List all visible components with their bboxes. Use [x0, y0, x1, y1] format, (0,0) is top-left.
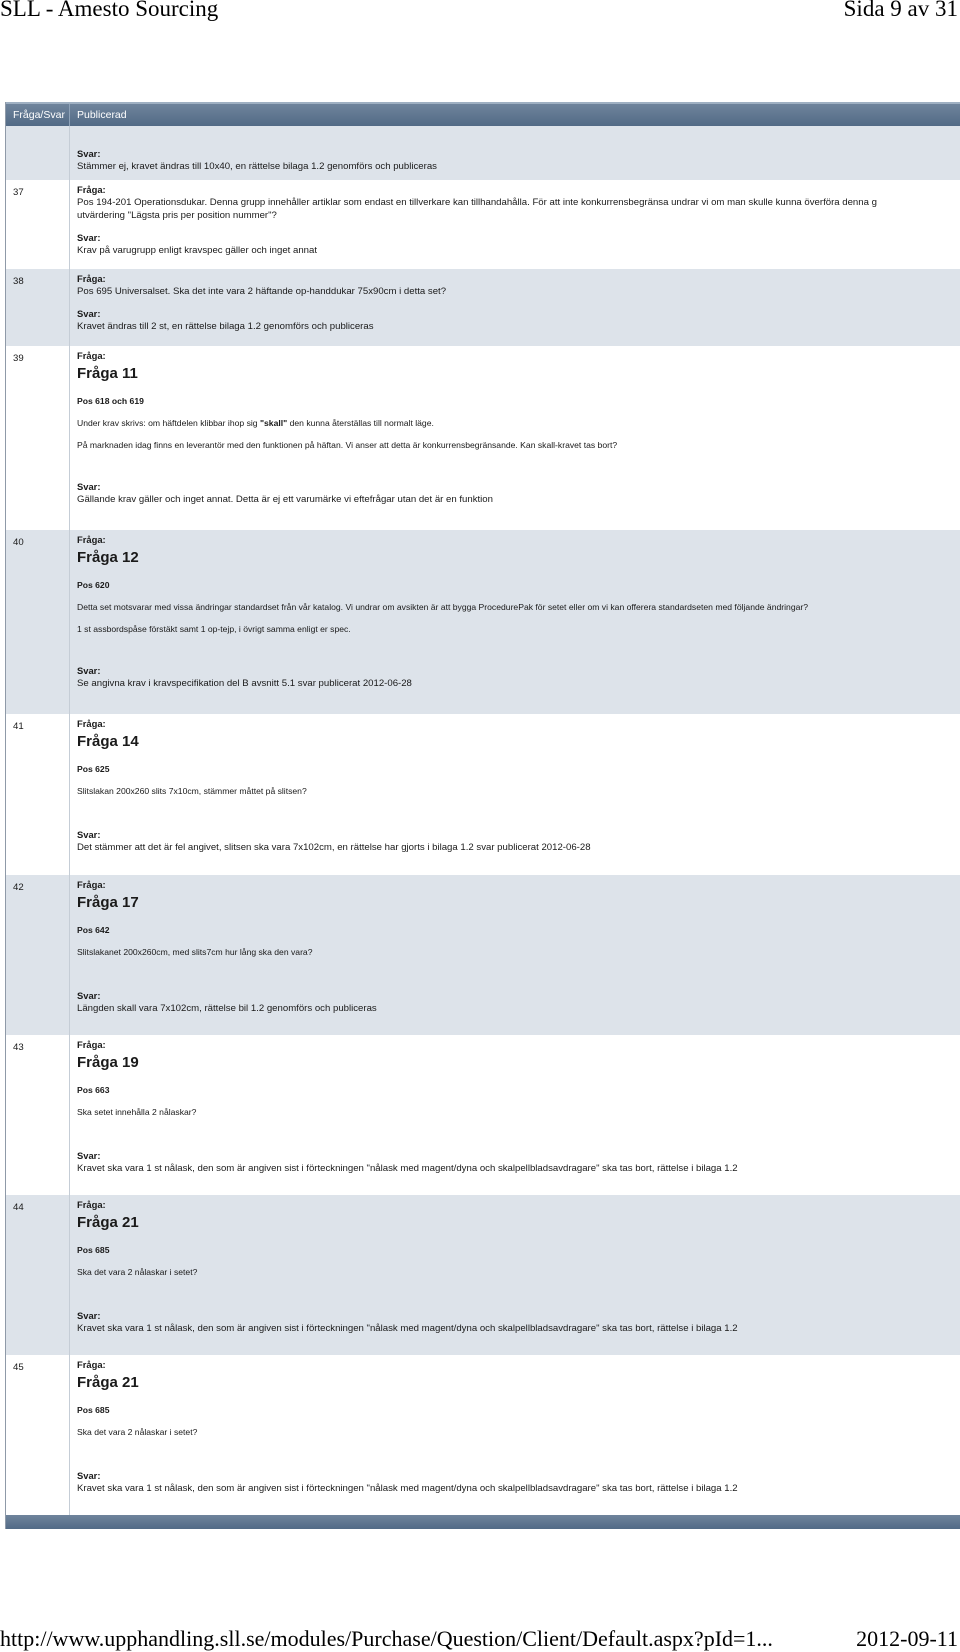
answer-text: Det stämmer att det är fel angivet, slitsen ska vara 7x102cm, en rättelse har gjorts i bilaga 1.2 svar publicerat 2012-06-28 [77, 842, 591, 853]
table-row [6, 1355, 960, 1515]
answer-text: Gällande krav gäller och inget annat. Detta är ej ett varumärke vi eftefrågar utan det är en funktion [77, 494, 493, 505]
print-url: http://www.upphandling.sll.se/modules/Purchase/Question/Client/Default.aspx?pId=1... [0, 1626, 773, 1651]
qa-grid [5, 102, 960, 1529]
question-heading: Fråga 19 [77, 1054, 139, 1071]
question-position: Pos 685 [77, 1405, 110, 1415]
question-text: Under krav skrivs: om häftdelen klibbar ihop sig "skall" den kunna återställas till normalt läge. [77, 418, 434, 428]
question-text: Ska setet innehålla 2 nålaskar? [77, 1107, 197, 1117]
table-row [6, 714, 960, 875]
answer-text: Kravet ska vara 1 st nålask, den som är angiven sist i förteckningen "nålask med magent/dyna och skalpellbladsavdragare" ska tas bort, rättelse i bilaga 1.2 [77, 1483, 738, 1494]
question-heading: Fråga 14 [77, 733, 139, 750]
question-label: Fråga: [77, 1199, 106, 1210]
question-text: 1 st assbordspåse förstäkt samt 1 op-tejp, i övrigt samma enligt er spec. [77, 624, 351, 634]
question-heading: Fråga 21 [77, 1214, 139, 1231]
answer-label: Svar: [77, 990, 101, 1001]
question-label: Fråga: [77, 273, 106, 284]
row-number: 37 [6, 180, 70, 269]
answer-label: Svar: [77, 481, 101, 492]
row-number [6, 126, 70, 180]
question-label: Fråga: [77, 534, 106, 545]
grid-header [6, 102, 960, 126]
print-page-number: Sida 9 av 31 [843, 0, 958, 21]
table-row [6, 126, 960, 180]
row-number: 38 [6, 269, 70, 346]
question-label: Fråga: [77, 1039, 106, 1050]
answer-text: Krav på varugrupp enligt kravspec gäller och inget annat [77, 245, 317, 256]
answer-label: Svar: [77, 665, 101, 676]
answer-text: Kravet ska vara 1 st nålask, den som är angiven sist i förteckningen "nålask med magent/dyna och skalpellbladsavdragare" ska tas bort, rättelse i bilaga 1.2 [77, 1163, 738, 1174]
question-label: Fråga: [77, 879, 106, 890]
grid-footer [6, 1515, 960, 1529]
question-text: Pos 695 Universalset. Ska det inte vara 2 häftande op-handdukar 75x90cm i detta set? [77, 286, 447, 297]
print-footer [0, 1626, 960, 1652]
answer-text: Se angivna krav i kravspecifikation del B avsnitt 5.1 svar publicerat 2012-06-28 [77, 678, 412, 689]
question-heading: Fråga 17 [77, 894, 139, 911]
question-label: Fråga: [77, 1359, 106, 1370]
table-row [6, 1035, 960, 1195]
print-page-title: SLL - Amesto Sourcing [0, 0, 219, 21]
question-text: Ska det vara 2 nålaskar i setet? [77, 1267, 198, 1277]
table-row [6, 875, 960, 1035]
row-number: 45 [6, 1355, 70, 1515]
row-number: 43 [6, 1035, 70, 1195]
answer-text: Kravet ska vara 1 st nålask, den som är angiven sist i förteckningen "nålask med magent/dyna och skalpellbladsavdragare" ska tas bort, rättelse i bilaga 1.2 [77, 1323, 738, 1334]
column-header-question[interactable]: Fråga/Svar [6, 104, 70, 126]
question-text: På marknaden idag finns en leverantör med den funktionen på häftan. Vi anser att detta är konkurrensbegränsande. Kan skall-kravet tas bort? [77, 440, 618, 450]
row-number: 44 [6, 1195, 70, 1355]
print-date: 2012-09-11 [856, 1626, 958, 1651]
answer-label: Svar: [77, 148, 101, 159]
question-position: Pos 620 [77, 580, 110, 590]
question-label: Fråga: [77, 350, 106, 361]
answer-label: Svar: [77, 232, 101, 243]
row-number: 41 [6, 714, 70, 875]
question-text: Slitslakanet 200x260cm, med slits7cm hur lång ska den vara? [77, 947, 313, 957]
answer-text: Längden skall vara 7x102cm, rättelse bil 1.2 genomförs och publiceras [77, 1003, 377, 1014]
table-row [6, 1195, 960, 1355]
print-header [0, 0, 960, 26]
answer-label: Svar: [77, 1150, 101, 1161]
answer-text: Stämmer ej, kravet ändras till 10x40, en rättelse bilaga 1.2 genomförs och publiceras [77, 161, 437, 172]
question-position: Pos 663 [77, 1085, 110, 1095]
answer-label: Svar: [77, 308, 101, 319]
question-label: Fråga: [77, 718, 106, 729]
answer-text: Kravet ändras till 2 st, en rättelse bilaga 1.2 genomförs och publiceras [77, 321, 374, 332]
question-position: Pos 685 [77, 1245, 110, 1255]
table-row [6, 346, 960, 530]
question-heading: Fråga 21 [77, 1374, 139, 1391]
question-heading: Fråga 12 [77, 549, 139, 566]
table-row [6, 180, 960, 269]
question-label: Fråga: [77, 184, 106, 195]
question-text: utvärdering "Lägsta pris per position nummer"? [77, 210, 277, 221]
question-heading: Fråga 11 [77, 365, 138, 382]
row-number: 39 [6, 346, 70, 530]
table-row [6, 269, 960, 346]
question-position: Pos 618 och 619 [77, 396, 144, 406]
question-text: Slitslakan 200x260 slits 7x10cm, stämmer måttet på slitsen? [77, 786, 307, 796]
row-number: 40 [6, 530, 70, 714]
answer-label: Svar: [77, 829, 101, 840]
question-text: Detta set motsvarar med vissa ändringar standardset från vår katalog. Vi undrar om avsikten är att bygga ProcedurePak för setet eller om vi kan offerera standardseten med följande ändringar? [77, 602, 809, 612]
answer-label: Svar: [77, 1470, 101, 1481]
answer-label: Svar: [77, 1310, 101, 1321]
question-position: Pos 642 [77, 925, 110, 935]
question-text: Pos 194-201 Operationsdukar. Denna grupp innehåller artiklar som endast en tillverkare kan tillhandahålla. För att inte konkurrensbegränsa undrar vi om man skulle kunna överföra denna g [77, 197, 877, 208]
question-text: Ska det vara 2 nålaskar i setet? [77, 1427, 198, 1437]
table-row [6, 530, 960, 714]
column-header-published[interactable]: Publicerad [77, 109, 127, 121]
question-position: Pos 625 [77, 764, 110, 774]
row-number: 42 [6, 875, 70, 1035]
